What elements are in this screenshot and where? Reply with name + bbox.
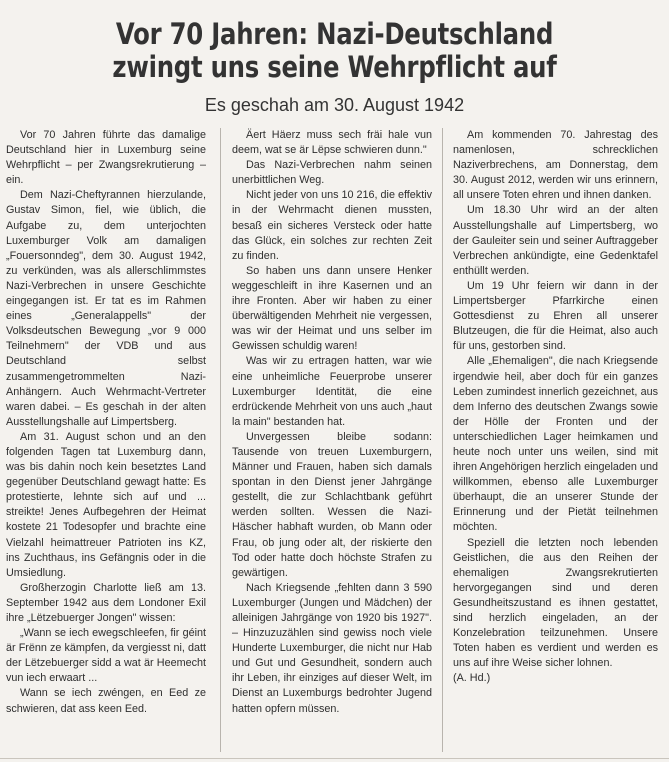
paragraph: Was wir zu ertragen hatten, war wie eine unheimliche Feuerprobe unserer Luxemburger Identität, die eine erdrückende Mehrheit von uns auch „haut la main" bestanden hat.: [232, 355, 432, 428]
column-divider: [220, 128, 221, 752]
article-column-2: [232, 128, 432, 717]
paragraph: Nach Kriegsende „fehlten dann 3 590 Luxemburger (Jungen und Mädchen) der alleinigen Jahrgänge von 1920 bis 1927". – Hinzuzuzählen sind gewiss noch viele Hunderte Luxemburger, die nicht nur Hab und Gut und Gesundheit, sondern auch ihr Leben, ihr einziges auf dieser Welt, im Dienst an Luxemburgs bedrohter Jugend hatten opfern müssen.: [232, 581, 432, 715]
paragraph: Nicht jeder von uns 10 216, die effektiv in der Wehrmacht dienen mussten, besaß ein sicheres Versteck oder hatte das Glück, ein solches zur rechten Zeit zu finden.: [232, 189, 432, 262]
bottom-edge-line: [0, 758, 669, 759]
paragraph: Vor 70 Jahren führte das damalige Deutschland hier in Luxemburg seine Wehrpflicht – per Zwangsrekrutierung – ein.: [6, 129, 206, 187]
paragraph: Am kommenden 70. Jahrestag des namenlosen, schrecklichen Naziverbrechens, am Donnerstag, dem 30. August 2012, werden wir uns erinnern, all unsere Toten ehren und ihnen danken.: [453, 129, 658, 202]
paragraph: Speziell die letzten noch lebenden Geistlichen, die aus den Reihen der ehemaligen Zwangsrekrutierten hervorgegangen sind und deren Gesundheitszustand es ihnen gestattet, sind herzlich eingeladen, an der Konzelebration teilzunehmen. Unsere Toten haben es verdient und werden es uns auf ihre Weise sicher lohnen.: [453, 536, 658, 670]
author-signature: (A. Hd.): [453, 672, 491, 685]
article-column-1: [6, 128, 206, 717]
quote-paragraph: Wann se iech zwéngen, en Eed ze schwieren, dat ass keen Eed.: [6, 687, 206, 715]
paragraph: Am 31. August schon und an den folgenden Tagen tat Luxemburg dann, was bis dahin noch kein besetztes Land gegenüber Deutschland gewagt hatte: Es protestierte, lehnte sich auf und ... streikte! Jenes Aufbegehren der Heimat kostete 21 Todesopfer und brachte eine Vielzahl heimattreuer Patrioten ins KZ, ins Zuchthaus, ins Gefängnis oder in die Umsiedlung.: [6, 430, 206, 579]
headline: [54, 18, 616, 84]
paragraph: Um 18.30 Uhr wird an der alten Ausstellungshalle auf Limpertsberg, wo der Gauleiter sein und seiner Auftraggeber Verbrechen ankündigte, eine Gedenktafel enthüllt werden.: [453, 204, 658, 277]
quote-paragraph: Äert Häerz muss sech fräi hale vun deem, wat se är Lëpse schwieren dunn.": [232, 129, 432, 157]
quote-paragraph: „Wann se iech ewegschleefen, fir géint är Frënn ze kämpfen, da vergiesst ni, datt der Lëtzebuerger sidd a wat är Heemecht vun iech erwaart ...: [6, 627, 206, 685]
paragraph: Großherzogin Charlotte ließ am 13. September 1942 aus dem Londoner Exil ihre „Lëtzebuerger Jongen" wissen:: [6, 581, 206, 624]
paragraph: Dem Nazi-Cheftyrannen hierzulande, Gustav Simon, fiel, wie üblich, die Aufgabe zu, dem unterjochten Luxemburger Volk am damaligen „Fouersonndeg", dem 30. August 1942, zu verkünden, was als allerschlimmstes Nazi-Verbrechen in unsere Geschichte eingegangen ist. Er tat es im Rahmen eines „Generalappells" der Volksdeutschen Bewegung „vor 9 000 Teilnehmern" der VDB und aus Deutschland selbst zusammengetrommelten Nazi-Anhängern. Auch Wehrmacht-Vertreter waren dabei. – Es geschah in der alten Ausstellungshalle auf Limpertsberg.: [6, 189, 206, 428]
paragraph: Unvergessen bleibe sodann: Tausende von treuen Luxemburgern, Männer und Frauen, haben sich damals spontan in den Dienst jener Jahrgänge gestellt, die zur Schlachtbank geführt werden sollten. Wessen die Nazi-Häscher habhaft wurden, ob Mann oder Frau, ob jung oder alt, der riskierte den Tod oder hatte doch höchste Strafen zu gewärtigen.: [232, 430, 432, 579]
column-divider: [442, 128, 443, 752]
article-column-3: [453, 128, 658, 686]
subheadline: Es geschah am 30. August 1942: [204, 95, 465, 115]
headline-line-2: zwingt uns seine Wehrpflicht auf: [112, 50, 557, 84]
paragraph: So haben uns dann unsere Henker weggeschleift in ihre Kasernen und an ihre Fronten. Aber wir haben zu einer überwältigenden Mehrheit nie vergessen, was wir der Heimat und uns selber im Gewissen schuldig waren!: [232, 264, 432, 353]
paragraph: Alle „Ehemaligen", die nach Kriegsende irgendwie heil, aber doch für ein ganzes Leben zumindest innerlich gezeichnet, aus dem Inferno des deutschen Zwangs sowie der Hölle der Fronten und der unterschiedlichen Lager heimkamen und heute noch unter uns weilen, sind mit ihren Angehörigen herzlich eingeladen und willkommen, ebenso alle Luxemburger überhaupt, die an unserer Stunde der Erinnerung und der Pietät teilnehmen möchten.: [453, 355, 658, 534]
headline-line-1: Vor 70 Jahren: Nazi-Deutschland: [115, 17, 554, 51]
paragraph: Um 19 Uhr feiern wir dann in der Limpertsberger Pfarrkirche einen Gottesdienst zu Ehren all unserer Blutzeugen, die für die Heimat, also auch für uns, gestorben sind.: [453, 279, 658, 353]
paragraph: Das Nazi-Verbrechen nahm seinen unerbittlichen Weg.: [232, 159, 432, 187]
